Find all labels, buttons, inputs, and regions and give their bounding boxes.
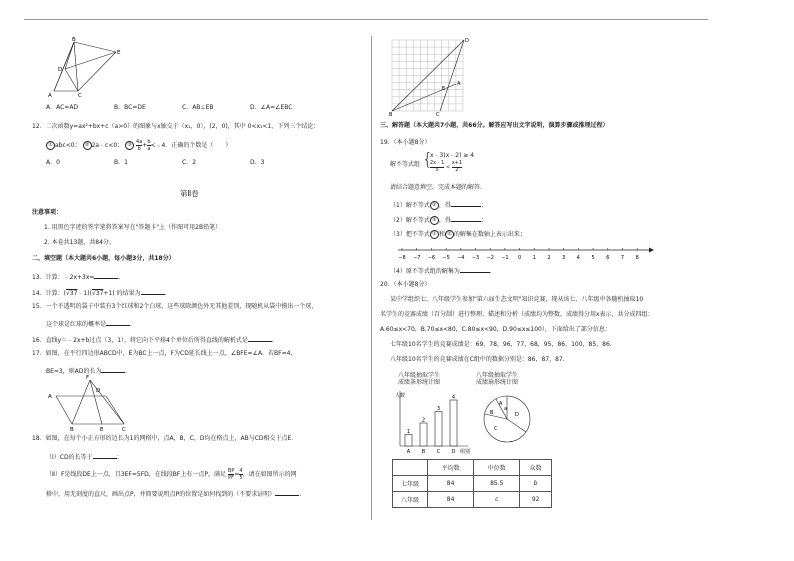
answer-blank: [451, 200, 481, 207]
q19-inequality-2: [430, 161, 462, 173]
answer-blank: [460, 266, 490, 273]
sqrt-37: √37: [91, 290, 104, 297]
number-line-label: −7: [413, 255, 421, 261]
q18-line2: [46, 452, 123, 462]
fraction-denominator: 2: [455, 166, 459, 173]
q12-statement-3: <﹣4．正确的个数是（ ）: [150, 142, 232, 149]
step-text: （3）把不等式: [390, 231, 430, 238]
bar: [450, 400, 457, 446]
number-line-label: 0: [518, 255, 522, 261]
answer-blank: [248, 335, 272, 342]
fig-label: D: [58, 67, 63, 73]
number-line-label: −6: [427, 255, 436, 261]
q14: [32, 288, 166, 298]
grid-label: E: [442, 86, 446, 92]
q18-line3: [46, 468, 297, 481]
table-row: [393, 492, 552, 508]
q11-option-b: B．BC=DE: [114, 104, 146, 111]
circled-number: ②: [83, 141, 92, 150]
q18-part2-c: ，请在如图所示的网: [242, 471, 297, 478]
answer-blank: [275, 489, 302, 498]
table-cell: c: [474, 492, 520, 508]
notice-title: 注意事项：: [32, 209, 63, 216]
table-cell: b: [520, 476, 552, 492]
column-divider: [371, 36, 372, 520]
number-line-label: 3: [562, 255, 566, 261]
q17-text: BE=3，则AD的长为: [46, 368, 102, 375]
bar-category-label: B: [421, 449, 426, 455]
q12-option-b: B．1: [114, 159, 128, 166]
q18-line1: 18．如图，在每个小正方形的边长为1的网格中，点A，B，C，D均在格点上，AB与CD相交于点E．: [32, 435, 298, 442]
q14-text-c: ﹣1)(: [77, 290, 92, 297]
step-text: ，得: [438, 202, 451, 209]
section-2-title: 二、填空题（本大题共6小题，每小题3分，共18分）: [32, 255, 175, 262]
q18-part2-a: （Ⅱ）F是线段DE上一点，且3EF=5FD，在线段BF上有一点P，满足: [46, 471, 226, 478]
step-text: （1）解不等式: [390, 202, 430, 209]
q14-text-a: 14．计算：(: [32, 290, 66, 297]
circled-number: ①: [46, 141, 55, 150]
plus-sign: +: [142, 142, 148, 149]
grid-label: B: [389, 112, 393, 118]
q16-end: .: [271, 337, 274, 344]
q12-line1: 12．二次函数y=ax²+bx+c（a>0）的图象与x轴交于（x₁，0），(2，0)，其中 0<x₁<1，下列三个结论：: [32, 123, 320, 130]
table-header-cell: 中位数: [474, 460, 520, 476]
number-line-label: −3: [471, 255, 480, 261]
table-cell: 八年级: [393, 492, 428, 508]
answer-blank: [451, 215, 481, 222]
bar-data-label: 4: [451, 394, 456, 401]
pie-chart: [482, 394, 532, 444]
number-line-label: −2: [486, 255, 494, 261]
q15-text: 这个球是红球的概率是: [46, 321, 107, 328]
less-than: <: [445, 164, 451, 171]
table-cell: 92: [520, 492, 552, 508]
step-text: ，得: [438, 217, 451, 224]
q19-step-1: [390, 200, 487, 210]
number-line-label: −5: [442, 255, 450, 261]
answer-blank: [94, 272, 121, 281]
circled-number: ②: [445, 230, 454, 239]
step-text: （4）原不等式组的解集为: [390, 268, 460, 275]
fraction-numerator: x+1: [451, 160, 463, 166]
fraction-denominator: a: [147, 146, 151, 152]
bar-category-label: D: [451, 449, 456, 455]
table-header-cell: [393, 460, 428, 476]
pie-label: C: [494, 426, 498, 432]
q15-line2: [46, 319, 132, 329]
number-line-label: 8: [635, 255, 639, 261]
fig-label: C: [78, 93, 82, 99]
q14-text-e: +1) 的结果为: [103, 290, 141, 297]
fraction-numerator: 4a: [136, 139, 143, 145]
fig-label: B: [70, 427, 74, 433]
q20-line2: 名学生的竞赛成绩（百分制）进行整理、描述和分析（成绩均为整数，成绩得分用x表示，共分成四组：: [380, 311, 654, 318]
fig-label: D: [96, 388, 101, 394]
bar-data-label: 3: [436, 406, 441, 412]
q17-figure: [44, 376, 134, 432]
table-cell: 84: [428, 476, 474, 492]
section-3-title: 三、解答题（本大题共7小题，共66分。解答应写出文字说明，演算步骤或推理过程）: [380, 122, 609, 129]
q17-line1: 17．如图，在平行四边形ABCD中，E为BC上一点，F为CD延长线上一点，∠BFE=∠A．若BF=4，: [32, 350, 297, 357]
fraction-denominator: b: [137, 146, 141, 152]
stats-table: [392, 459, 552, 508]
fig-label: B: [72, 37, 76, 43]
q11-option-d: D．∠A=∠EBC: [250, 104, 293, 111]
q18-part2-d: 格中，用无刻度的直尺，画出点P，并简要说明点P的位置是如何找到的（不要求证明）: [46, 491, 276, 498]
q18-end: .: [299, 491, 302, 498]
fig-label: C: [122, 427, 126, 433]
q12-statement-2: 2a﹣c<0；: [91, 142, 124, 149]
bar-data-label: 2: [421, 417, 426, 424]
step-text: 和: [438, 231, 445, 238]
answer-blank: [101, 366, 128, 375]
q19-brace: {: [422, 150, 433, 170]
fraction-numerator: BP: [227, 468, 235, 474]
pie-label: a: [504, 406, 508, 412]
bar-data-label: 1: [406, 429, 411, 435]
bar: [405, 435, 412, 447]
number-line-label: 1: [532, 255, 536, 261]
q14-end: .: [164, 290, 167, 297]
q19-instruction: 请结合题意填空，完成本题的解答．: [390, 184, 487, 191]
q13: [32, 272, 120, 282]
fraction-numerator: 2x﹣1: [430, 160, 445, 166]
q11-option-a: A．AC=AD: [46, 104, 79, 111]
step-end: ；: [480, 202, 487, 209]
number-line-label: 4: [576, 255, 580, 261]
answer-blank: [141, 288, 165, 295]
table-cell: 85.5: [474, 476, 520, 492]
answer-blank: [93, 452, 117, 459]
fraction-numerator: 4: [239, 468, 243, 474]
pie-chart-title-line2: 成绩扇形统计图: [476, 378, 519, 386]
fig-label: E: [117, 50, 121, 56]
number-line-label: 5: [591, 255, 595, 261]
circled-number: ②: [430, 216, 439, 225]
q13-text: 13．计算：﹣2x+3x=: [32, 274, 95, 281]
bar-chart-title: [398, 373, 440, 387]
q17-end: .: [125, 368, 128, 375]
number-line-label: −8: [398, 255, 406, 261]
step-text: 的解集在数轴上表示出来；: [453, 231, 526, 238]
q11-figure: [44, 36, 124, 104]
grid-label: D: [465, 38, 469, 44]
fig-label: A: [48, 394, 52, 400]
q20-line3: A.60≤x<70，B.70≤x<80，C.80≤x<90，D.90≤x≤100），下面给出了部分信息：: [380, 326, 611, 333]
q19-step-4: [390, 266, 492, 276]
fraction-denominator: 5: [435, 166, 439, 173]
number-line-label: −1: [501, 255, 509, 261]
q19-inequality-1: x﹣3(x﹣2) ≥ 4: [430, 152, 475, 159]
circled-number: ③: [125, 141, 134, 150]
q19-step-3: [390, 230, 526, 239]
q18-line4: [46, 489, 301, 499]
fig-label: E: [100, 427, 104, 433]
part2-title: 第Ⅱ卷: [180, 189, 199, 198]
pie-chart-title: [476, 373, 518, 387]
q19-solve-label: 解不等式组: [390, 161, 421, 168]
notice-2: 2. 本卷共13题，共84分。: [44, 239, 115, 246]
pie-label: B: [490, 410, 494, 416]
bar-category-label: C: [436, 449, 441, 455]
q16-text: 16．直线y＝﹣2x+b过点（3，1），将它向下平移4个单位后所得直线的解析式是: [32, 337, 248, 344]
step-end: .: [489, 268, 492, 275]
answer-blank: [106, 319, 130, 326]
grid-label: C: [436, 112, 440, 118]
q18-grid-figure: [390, 38, 476, 118]
step-end: ；: [480, 217, 487, 224]
q19-title: 19．（本小题8分）: [380, 139, 431, 146]
bar-xlabel: 组别: [460, 449, 471, 455]
bar-chart: [392, 388, 472, 456]
bar-category-label: A: [406, 449, 411, 455]
bar-chart-title-line1: 八年级抽取学生: [398, 372, 441, 379]
circled-number: ①: [430, 201, 439, 210]
fraction-denominator: 5: [239, 475, 243, 481]
number-line-label: 6: [606, 255, 610, 261]
fig-label: A: [48, 93, 52, 99]
q20-line4: 七年级10名学生的竞赛成绩是：69，78，96，77，68，95，86，100，85，86．: [390, 341, 616, 348]
fig-label: F: [86, 375, 90, 381]
q12-line2: [46, 139, 231, 152]
step-text: （2）解不等式: [390, 217, 430, 224]
equals-sign: =: [234, 471, 240, 478]
bar-ylabel: 人数: [395, 393, 406, 399]
fraction-denominator: PF: [228, 475, 235, 481]
table-cell: 七年级: [393, 476, 428, 492]
number-line-label: 2: [547, 255, 551, 261]
q13-end: .: [118, 274, 121, 281]
q16: [32, 335, 274, 345]
q12-statement-1: abc<0；: [55, 142, 81, 149]
number-line-label: 7: [620, 255, 625, 261]
bar: [435, 412, 442, 447]
q20-line1: 某中学组织七、八年级学生参加"第六届生态文明"知识竞赛，现从该七、八年级中各随机抽取10: [390, 296, 644, 303]
q19-step-2: [390, 215, 487, 225]
circled-number: ①: [430, 230, 439, 239]
top-rule: [24, 19, 708, 20]
grid-label: A: [457, 81, 461, 87]
q12-option-a: A．0: [46, 159, 60, 166]
bar: [420, 423, 427, 446]
q15-end: .: [130, 321, 132, 328]
bar-chart-title-line2: 成绩条形统计图: [398, 378, 441, 386]
table-cell: 84: [428, 492, 474, 508]
sqrt-37: √37: [65, 290, 78, 297]
pie-label: A: [499, 401, 503, 407]
q18-part1: （Ⅰ）CD的长等于: [46, 454, 93, 461]
fraction-numerator: b: [147, 139, 151, 145]
q11-option-c: C．AB⊥EB: [182, 104, 214, 111]
pie-chart-title-line1: 八年级抽取学生: [476, 372, 519, 379]
number-line: [398, 244, 654, 262]
q12-option-d: D．3: [250, 159, 265, 166]
q20-line5: 八年级10名学生的竞赛成绩在C组中的数据分别是：86，87，87．: [390, 356, 569, 363]
table-row: [393, 460, 552, 476]
table-header-cell: 众数: [520, 460, 552, 476]
q15-line1: 15．一个不透明的袋子中装有3个红球和2个白球，这些球除颜色外无其他差别，现随机从袋中摸出一个球，: [32, 303, 318, 310]
q12-option-c: C．2: [182, 159, 197, 166]
q20-title: 20．（本小题8分）: [380, 281, 431, 288]
pie-label: D: [515, 412, 519, 418]
table-row: [393, 476, 552, 492]
table-header-cell: 平均数: [428, 460, 474, 476]
q18-part1-end: ；: [116, 454, 123, 461]
number-line-label: −4: [457, 255, 465, 261]
notice-1: 1. 用黑色字迹的签字笔将答案写在"答题卡"上（作图可用2B铅笔）: [44, 224, 222, 231]
